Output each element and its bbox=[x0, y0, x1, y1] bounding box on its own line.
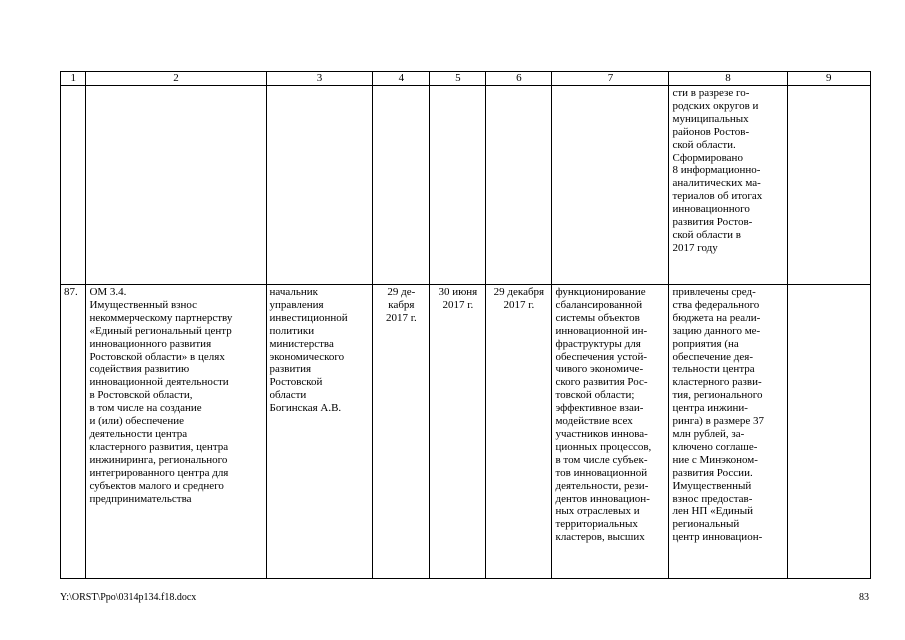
cell-responsible bbox=[266, 86, 373, 285]
text-line: и (или) обеспечение bbox=[89, 415, 184, 428]
text-line: сти в разрезе го- bbox=[672, 87, 750, 99]
text-line: развития Ростов- bbox=[672, 216, 753, 229]
col-header-5: 5 bbox=[430, 72, 486, 86]
text-line: начальник bbox=[269, 286, 319, 298]
text-line: инновационного bbox=[672, 203, 750, 216]
text-line: 30 июня bbox=[438, 286, 478, 298]
text-line: товской области; bbox=[555, 389, 635, 402]
text-line: 8 информационно- bbox=[672, 164, 761, 177]
text-line: политики bbox=[269, 324, 315, 337]
cell-deadline bbox=[373, 86, 430, 285]
text-line: Ростовской области» в целях bbox=[89, 350, 225, 363]
text-line: кабря bbox=[388, 298, 415, 311]
cell-measure bbox=[86, 285, 266, 579]
cell-number bbox=[61, 86, 86, 285]
cell-deadline bbox=[373, 285, 430, 579]
text-line: «Единый региональный центр bbox=[89, 324, 232, 337]
text-line: Богинская А.В. bbox=[269, 402, 342, 415]
text-line: экономического bbox=[269, 350, 345, 363]
text-line: ринга) в размере 37 bbox=[672, 415, 765, 428]
text-line: министерства bbox=[269, 337, 334, 350]
text-line: ского развития Рос- bbox=[555, 376, 648, 389]
text-line: роприятия (на bbox=[672, 337, 739, 350]
text-line: интегрированного центра для bbox=[89, 466, 229, 479]
text-line: функционирование bbox=[555, 286, 646, 298]
text-line: системы объектов bbox=[555, 311, 640, 324]
col-header-3: 3 bbox=[266, 72, 373, 86]
text-line: 2017 году bbox=[672, 241, 718, 254]
cell-expected-result bbox=[552, 285, 669, 579]
text-line: кластерного разви- bbox=[672, 376, 762, 389]
text-line: бюджета на реали- bbox=[672, 311, 761, 324]
cell-responsible bbox=[266, 285, 373, 579]
text-line: содействия развитию bbox=[89, 363, 190, 376]
text-line: ных отраслевых и bbox=[555, 505, 640, 518]
text-line: региональный bbox=[672, 518, 740, 531]
text-line: области bbox=[269, 389, 307, 402]
text-line: эффективное взаи- bbox=[555, 402, 644, 415]
text-line: дентов инновацион- bbox=[555, 492, 650, 505]
text-line: 29 де- bbox=[387, 286, 416, 298]
cell-actual-result bbox=[669, 285, 787, 579]
text-line: ОМ 3.4. bbox=[89, 286, 127, 298]
col-header-2: 2 bbox=[86, 72, 266, 86]
text-line: обеспечение дея- bbox=[672, 350, 753, 363]
col-header-1: 1 bbox=[61, 72, 86, 86]
text-line: центр инновацион- bbox=[672, 531, 763, 544]
footer-file-path: Y:\ORST\Ppo\0314p134.f18.docx bbox=[60, 592, 197, 603]
text-line: инновационного развития bbox=[89, 337, 212, 350]
text-line: деятельности, рези- bbox=[555, 479, 649, 492]
text-line: млн рублей, за- bbox=[672, 427, 745, 440]
text-line: взнос предостав- bbox=[672, 492, 753, 505]
text-line: зацию данного ме- bbox=[672, 324, 761, 337]
col-header-9: 9 bbox=[787, 72, 870, 86]
col-header-4: 4 bbox=[373, 72, 430, 86]
text-line: районов Ростов- bbox=[672, 125, 750, 138]
text-line: кластеров, высших bbox=[555, 531, 645, 544]
text-line: ционных процессов, bbox=[555, 440, 652, 453]
text-line: тельности центра bbox=[672, 363, 755, 376]
text-line: сбалансированной bbox=[555, 298, 643, 311]
cell-notes bbox=[787, 86, 870, 285]
text-line: деятельности центра bbox=[89, 427, 188, 440]
text-line: Сформировано bbox=[672, 151, 743, 164]
text-line: фраструктуры для bbox=[555, 337, 641, 350]
text-line: развития России. bbox=[672, 466, 753, 479]
text-line: центра инжини- bbox=[672, 402, 748, 415]
text-line: аналитических ма- bbox=[672, 177, 761, 190]
cell-number: 87. bbox=[61, 285, 86, 579]
col-header-6: 6 bbox=[486, 72, 552, 86]
text-line: субъектов малого и среднего bbox=[89, 479, 224, 492]
cell-expected-result bbox=[552, 86, 669, 285]
cell-actual-result bbox=[669, 86, 787, 285]
text-line: привлечены сред- bbox=[672, 286, 756, 298]
header-row bbox=[61, 72, 871, 86]
text-line: тия, регионального bbox=[672, 389, 763, 402]
col-header-7: 7 bbox=[552, 72, 669, 86]
text-line: родских округов и bbox=[672, 99, 759, 112]
text-line: некоммерческому партнерству bbox=[89, 311, 233, 324]
text-line: инжиниринга, регионального bbox=[89, 453, 228, 466]
text-line: ской области в bbox=[672, 228, 742, 241]
cell-end-date bbox=[486, 86, 552, 285]
text-line: лен НП «Единый bbox=[672, 505, 753, 518]
text-line: Ростовской bbox=[269, 376, 323, 389]
text-line: Имущественный bbox=[672, 479, 752, 492]
text-line: участников иннова- bbox=[555, 427, 648, 440]
text-line: инновационной ин- bbox=[555, 324, 648, 337]
text-line: предпринимательства bbox=[89, 492, 192, 505]
text-line: 29 декабря bbox=[493, 286, 545, 298]
text-line: 2017 г. bbox=[385, 311, 417, 324]
text-line: ние с Минэконом- bbox=[672, 453, 758, 466]
text-line: 2017 г. bbox=[442, 298, 474, 311]
text-line: обеспечения устой- bbox=[555, 350, 648, 363]
text-line: Имущественный взнос bbox=[89, 298, 198, 311]
text-line: ской области. bbox=[672, 138, 736, 151]
cell-notes bbox=[787, 285, 870, 579]
text-line: ключено соглаше- bbox=[672, 440, 758, 453]
text-line: 2017 г. bbox=[503, 298, 535, 311]
text-line: чивого экономиче- bbox=[555, 363, 644, 376]
cell-start-date bbox=[430, 86, 486, 285]
footer-page-number: 83 bbox=[859, 592, 869, 603]
col-header-8: 8 bbox=[669, 72, 787, 86]
text-line: в том числе на создание bbox=[89, 402, 202, 415]
text-line: ства федерального bbox=[672, 298, 760, 311]
table-row-continuation bbox=[61, 86, 871, 285]
text-line: территориальных bbox=[555, 518, 638, 531]
text-line: в том числе субъек- bbox=[555, 453, 648, 466]
cell-end-date bbox=[486, 285, 552, 579]
text-line: кластерного развития, центра bbox=[89, 440, 229, 453]
text-line: развития bbox=[269, 363, 312, 376]
text-line: управления bbox=[269, 298, 324, 311]
table-row-87 bbox=[61, 285, 871, 579]
text-line: тов инновационной bbox=[555, 466, 648, 479]
text-line: модействие всех bbox=[555, 415, 633, 428]
cell-measure bbox=[86, 86, 266, 285]
cell-start-date bbox=[430, 285, 486, 579]
text-line: муниципальных bbox=[672, 112, 749, 125]
report-table bbox=[60, 71, 871, 579]
text-line: в Ростовской области, bbox=[89, 389, 193, 402]
text-line: инвестиционной bbox=[269, 311, 348, 324]
text-line: инновационной деятельности bbox=[89, 376, 229, 389]
text-line: териалов об итогах bbox=[672, 190, 763, 203]
